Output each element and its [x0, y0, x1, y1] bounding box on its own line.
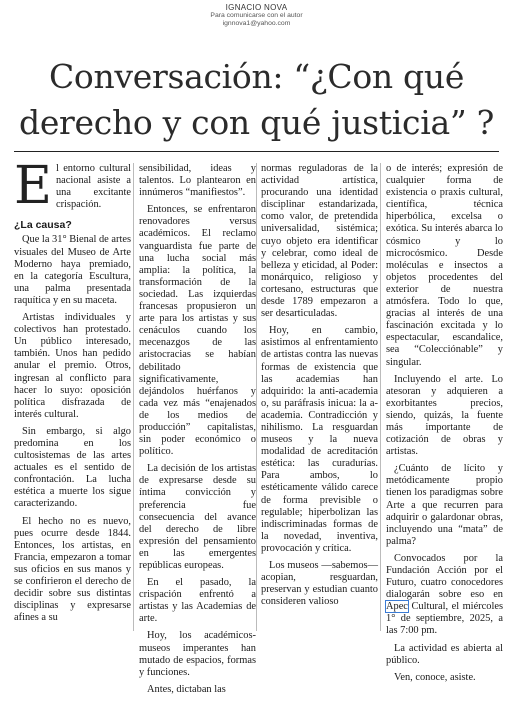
article-column-4 — [386, 163, 503, 689]
paragraph: El hecho no es nuevo, pues ocurre desde 1844. Entonces, los artistas, en Francia, empezaron a tomar sus oficios en sus manos y se confirieron el derecho de decidir sobre sus distintas disciplinas y expresarse afines a su — [14, 515, 131, 624]
paragraph: normas reguladoras de la actividad artística, procurando una identidad disciplinar estandarizada, como valor, de pretendida universalidad, sistémica; cuyo objeto era identificar y celebrar, como ideal de belleza y eticidad, al Poder: monárquico, religioso y cortesano, estructuras que desde 1789 empezaron a ser desarticuladas. — [261, 163, 378, 320]
paragraph: Entonces, se enfrentaron renovadores versus académicos. El reclamo vanguardista fue parte de una lucha social más amplia: la política, la transformación de la sociedad. Las izquierdas francesas propusieron un arte para los artistas y sus cenáculos cuando los mecenazgos de las aristocracias se habían debilitado significativamente, dejándolos huérfanos y cada vez más “enajenados de los medios de producción” capitalistas, sin poder económico o político. — [139, 204, 256, 458]
column-divider — [256, 163, 257, 631]
paragraph: Que la 31° Bienal de artes visuales del Museo de Arte Moderno haya premiado, en la categoría Escultura, una palma presentada raquítica y en su maceta. — [14, 234, 131, 306]
article-column-3 — [261, 163, 378, 613]
headline-divider — [14, 151, 499, 152]
lead-text: l entorno cultural nacional asiste a una excitante crispación. — [55, 163, 131, 211]
column-divider — [133, 163, 134, 631]
paragraph: Antes, dictaban las — [147, 683, 226, 695]
paragraph: ¿Cuánto de lícito y metódicamente propio tienen los paradigmas sobre Arte a que recurren para adquirir o galardonar obras, incluyendo una “mata” de palma? — [386, 463, 503, 547]
paragraph — [386, 553, 503, 638]
author-email[interactable]: ignnova1@yahoo.com — [222, 20, 291, 27]
paragraph: Artistas individuales y colectivos han protestado. Un público interesado, también. Unos han pedido anular el premio. Otros, ingresan al conflicto para hacer lo suyo: oposición política disfrazada de interés cultural. — [14, 312, 131, 420]
paragraph: La decisión de los artistas de expresarse desde su íntima convicción y preferencia fue consecuencia del avance del derecho de libre expresión del pensamiento en las emergentes repúblicas europeas. — [139, 463, 256, 571]
article-lead — [14, 156, 131, 216]
article-column-2 — [139, 163, 256, 701]
paragraph: La actividad es abierta al público. — [386, 642, 503, 666]
headline-line-1: Conversación: “¿Con qué — [48, 57, 465, 96]
paragraph: Sin embargo, si algo predomina en los cultosistemas de las artes actuales es el sentido de confrontación. La lucha estética a muerte los sigue caracterizando. — [14, 425, 131, 510]
paragraph: Hoy, en cambio, asistimos al enfrentamiento de artistas contra las nuevas formas de existencia que las academias han adquirido: la anti-academia o, su paráfrasis inicua: la a-academia. Contradicción y nihilismo. La resguardan museos y la nueva modalidad de acreditación estética: las curadurías. Para ambos, lo estéticamente válido carece de forma previsible o regulable; hiperbolizan las indiscriminadas formas de la novedad, inventiva, provocación y crítica. — [261, 325, 378, 554]
author-name: IGNACIO NOVA — [225, 3, 288, 12]
section-subhead: ¿La causa? — [14, 219, 72, 232]
drop-cap: E — [14, 156, 52, 216]
paragraph: En el pasado, la crispación enfrentó a artistas y las Academias de arte. — [139, 577, 256, 625]
paragraph: Incluyendo el arte. Lo atesoran y adquieren a exorbitantes precios, siendo, quizás, la fuente más importante de cotización de obras y artistas. — [386, 373, 503, 458]
event-text: Cultural, el miércoles 1° de septiembre, 2025, a las 7:00 pm. — [386, 601, 503, 637]
paragraph: Ven, conoce, asiste. — [394, 671, 476, 683]
author-contact-label: Para comunicarse con el autor — [210, 12, 303, 20]
paragraph: sensibilidad, ideas y talentos. Lo plantearon en innúmeros “manifiestos”. — [139, 163, 256, 199]
paragraph: Hoy, los académicos-museos imperantes han mutado de espacios, formas y funciones. — [139, 630, 256, 678]
article-headline — [6, 54, 507, 146]
article-column-1 — [14, 156, 131, 629]
headline-line-2: derecho y con qué justicia” ? — [19, 103, 494, 142]
column-divider — [380, 163, 381, 631]
byline — [0, 3, 513, 28]
paragraph: Los museos —sabemos— acopian, resguardan, preservan y estudian cuanto consideren valioso — [261, 560, 378, 608]
paragraph: o de interés; expresión de cualquier forma de existencia o praxis cultural, científica, técnica hiperbólica, excelsa o exótica. Su interés abarca lo cósmico y lo microcósmico. Desde moléculas e insectos a objetos procedentes del exterior de nuestra atmósfera. Todo lo que, gracias al interés de una fascinación excitada y lo espectacular, escandalice, sea “Colecciónable” y singular. — [386, 163, 503, 368]
highlighted-word: Apec — [386, 601, 408, 613]
event-text: Convocados por la Fundación Acción por el Futuro, cuatro conocedores dialogarán sobre eso en — [386, 552, 503, 601]
